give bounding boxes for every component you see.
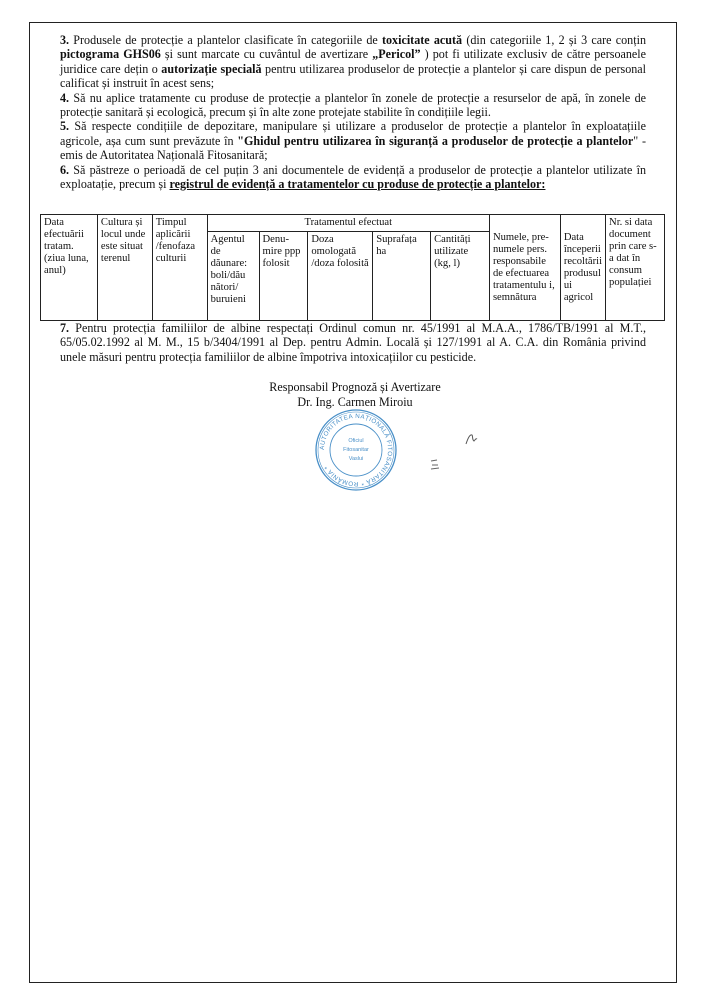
stamp-line-3: Vaslui	[348, 456, 364, 462]
sub-area-header: Suprafața ha	[373, 232, 431, 321]
table-header-row	[41, 215, 665, 232]
signature-mark-icon	[464, 432, 480, 446]
sub-quantity-header: Cantități utilizate (kg, l)	[431, 232, 490, 321]
bold-text: pictograma GHS06	[60, 47, 161, 62]
treatment-register-table	[40, 214, 665, 321]
paragraph-4	[60, 91, 646, 120]
signature-name: Dr. Ing. Carmen Miroiu	[297, 395, 413, 409]
col-document-header: Nr. si data document prin care s-a dat în consum populației	[606, 215, 665, 321]
bold-text: „Pericol”	[372, 47, 421, 62]
paragraph-number: 5.	[60, 119, 70, 134]
bold-text: "Ghidul pentru utilizarea în siguranță a produselor de protecție a plantelor	[237, 133, 634, 148]
bold-underlined-text: registrul de evidență a tratamentelor cu produse de protecție a plantelor:	[169, 177, 546, 192]
paragraph-5	[60, 119, 646, 162]
stamp-line-1: Oficiul	[348, 438, 364, 444]
paragraph-6	[60, 163, 646, 192]
signature-role: Responsabil Prognoză și Avertizare	[269, 380, 441, 394]
instructions-block	[60, 33, 646, 191]
sub-product-header: Denu- mire ppp folosit	[259, 232, 308, 321]
signature-mark-icon	[428, 458, 442, 472]
paragraph-number: 6.	[60, 162, 70, 177]
text: pentru utilizarea produselor de protecție a plantelor și care dispun de personal calificat și instruit în acest sens;	[60, 61, 647, 91]
bold-text: autorizație specială	[161, 61, 262, 76]
text: Pentru protecția familiilor de albine respectați Ordinul comun nr. 45/1991 al M.A.A., 1786/TB/1991 al M.T., 65/05.02.1992 al M. M., 15 b/3404/1991 al Dep. pentru Admin. Locală și 127/1991 al A. C.A. din România privind unele măsuri pentru protecția familiilor de albine împotriva intoxicațiilor cu pesticide.	[60, 321, 646, 364]
text: Să păstreze o perioadă de cel puțin 3 ani documentele de evidență a produselor de protecție a plantelor utilizate în exploatație, precum și	[60, 162, 646, 192]
col-time-header: Timpul aplicării /fenofaza culturii	[152, 215, 207, 321]
text: (din categoriile 1, 2 și 3 care conțin	[462, 33, 646, 47]
stamp-line-2: Fitosanitar	[343, 447, 369, 453]
official-stamp-icon	[314, 408, 398, 492]
bold-text: toxicitate acută	[381, 33, 463, 47]
stamp-ring-text: AUTORITATEA NAȚIONALĂ FITOSANITARĂ * ROMÂNIA *	[318, 412, 394, 488]
col-harvest-date-header: Data începerii recoltării produsul ui agricol	[560, 215, 605, 321]
paragraph-3	[60, 33, 646, 91]
col-responsible-header: Numele, pre- numele pers. responsabile de efectuarea tratamentulu i, semnătura	[489, 215, 560, 321]
text: " - emis de Autoritatea Națională Fitosanitară;	[60, 133, 646, 163]
col-crop-header: Cultura și locul unde este situat terenul	[97, 215, 152, 321]
text: Să respecte condițiile de depozitare, manipulare și utilizare a produselor de protecție a plantelor în exploatațiile agricole, așa cum sunt prevăzute în	[60, 119, 646, 148]
col-date-header: Data efectuării tratam. (ziua luna, anul)	[41, 215, 98, 321]
paragraph-number: 7.	[60, 321, 70, 335]
text: și sunt marcate cu cuvântul de avertizare	[160, 47, 373, 62]
sub-agent-header: Agentul de dăunare: boli/dău nători/ buruieni	[207, 232, 259, 321]
sub-dose-header: Doza omologată /doza folosită	[308, 232, 373, 321]
text: ) pot fi utilizate exclusiv de către persoanele juridice care dețin o	[60, 47, 646, 76]
paragraph-7	[60, 321, 646, 364]
paragraph-number: 4.	[60, 90, 70, 105]
paragraph-number: 3.	[60, 33, 70, 47]
text: Produsele de protecție a plantelor clasificate în categoriile de	[69, 33, 382, 47]
text: Să nu aplice tratamente cu produse de protecție a plantelor în zonele de protecție a resurselor de apă, în zonele de protecție sanitară și ecologică, precum și în alte zone protejate stabilite în condițiile legii.	[60, 90, 646, 120]
group-treatment-header: Tratamentul efectuat	[207, 215, 489, 232]
